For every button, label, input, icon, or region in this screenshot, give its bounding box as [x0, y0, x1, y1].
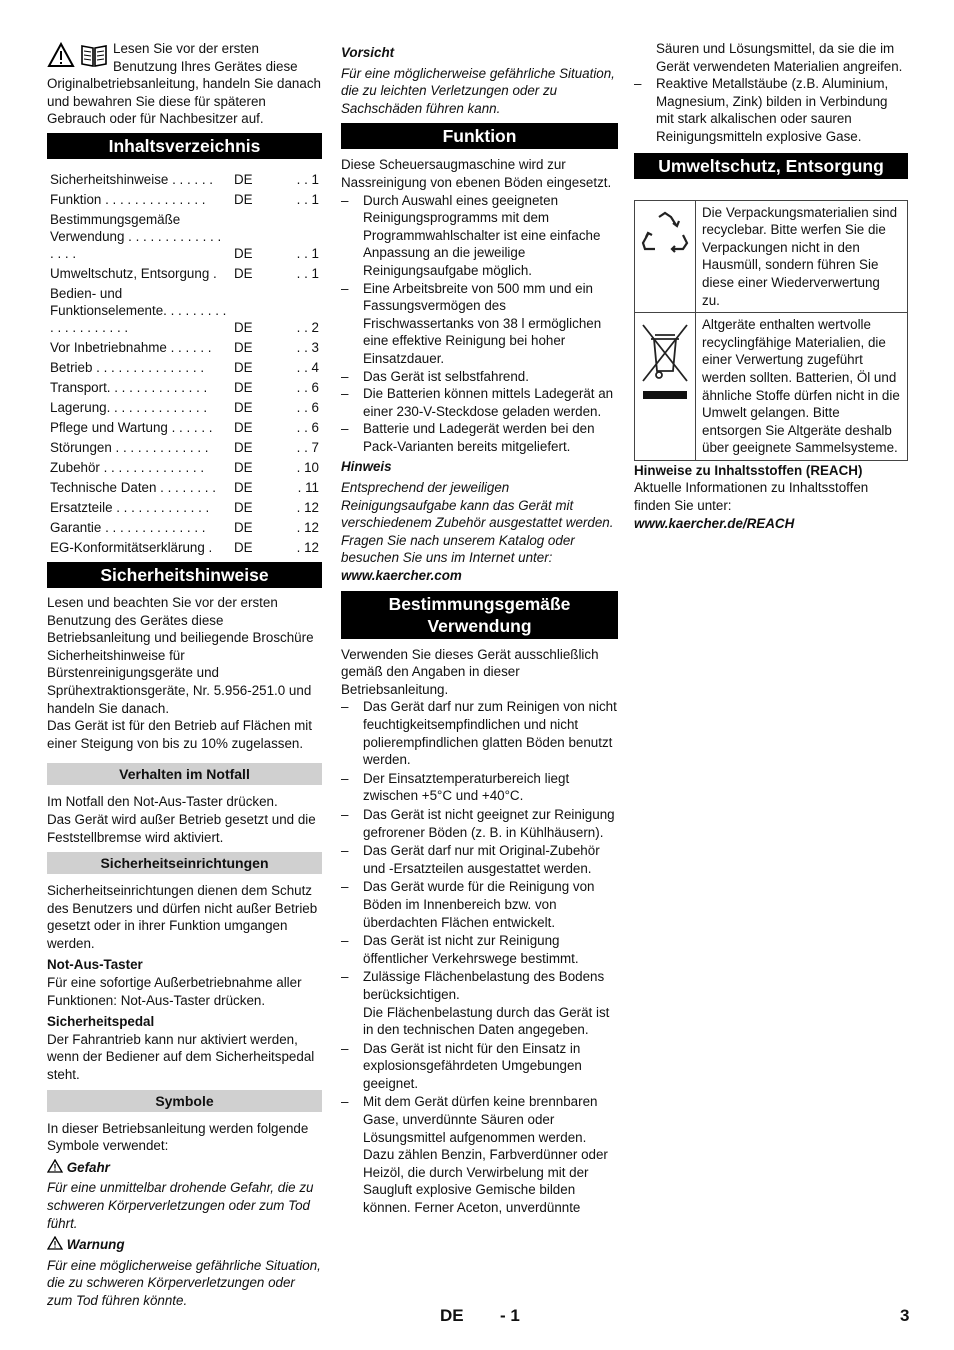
toc-label: Technische Daten . . . . . . . .	[50, 480, 216, 496]
toc-page: . . 6	[296, 400, 319, 416]
function-text: Diese Scheuersaugmaschine wird zur Nassreinigung von ebenen Böden eingesetzt.	[341, 157, 612, 190]
toc-table	[47, 170, 322, 558]
toc-row[interactable]	[47, 398, 322, 418]
toc-lang: DE	[234, 360, 253, 376]
pedal-heading: Sicherheitspedal	[47, 1014, 155, 1030]
symbols-heading: Symbole	[47, 1090, 322, 1112]
manual-book-icon	[79, 42, 109, 68]
function-list	[341, 192, 618, 456]
list-item-text: Das Gerät ist nicht für den Einsatz in explosionsgefährdeten Umgebungen geeignet.	[363, 1040, 582, 1091]
estop-text: Für eine sofortige Außerbetriebnahme aller Funktionen: Not-Aus-Taster drücken.	[47, 975, 302, 1008]
note-label: Hinweis	[341, 459, 392, 475]
toc-page: . . 4	[296, 360, 319, 376]
toc-lang: DE	[234, 480, 253, 496]
list-item-extra: Die Flächenbelastung durch das Gerät ist in den technischen Daten angegeben.	[363, 1004, 610, 1038]
toc-page: . . 2	[296, 320, 319, 336]
toc-lang: DE	[234, 500, 253, 516]
list-item-extra: Dazu zählen Benzin, Farbverdünner oder Heizöl, die durch Verwirbelung mit der Saugluft explosive Gemische bilden können. Ferner Aceton, unverdünnte	[363, 1147, 608, 1216]
caution-text: Für eine möglicherweise gefährliche Situation, die zu leichten Verletzungen oder zu Sachschäden führen kann.	[341, 65, 615, 116]
footer-lang: DE	[440, 1306, 464, 1325]
list-item	[341, 1093, 618, 1216]
toc-label: EG-Konformitätserklärung .	[50, 540, 213, 556]
toc-label: Transport. . . . . . . . . . . . . .	[50, 380, 208, 396]
safety-text-2: Das Gerät ist für den Betrieb auf Flächen mit einer Steigung von bis zu 10% zugelassen.	[47, 718, 312, 751]
intended-use-list	[341, 698, 618, 1216]
toc-lang: DE	[234, 340, 253, 356]
metal-dust-list	[634, 75, 908, 145]
list-item-text: Das Gerät darf nur zum Reinigen von nicht feuchtigkeitsempfindlichen und nicht polierempfindlichen glatten Böden benutzt werden.	[363, 699, 617, 768]
intro-block	[47, 40, 322, 128]
list-item: – Reaktive Metallstäube (z.B. Aluminium, Magnesium, Zink) bilden in Verbindung mit stark alkalischen oder sauren Reinigungsmitteln explosive Gase.	[634, 75, 908, 145]
toc-label: Funktion . . . . . . . . . . . . . .	[50, 192, 206, 208]
intended-use-text: Verwenden Sie dieses Gerät ausschließlich gemäß den Angaben in dieser Betriebsanleitung.	[341, 646, 599, 697]
pedal-text: Der Fahrantrieb kann nur aktiviert werden, wenn der Bediener auf dem Sicherheitspedal steht.	[47, 1031, 315, 1083]
list-item-text: Das Gerät darf nur mit Original-Zubehör und -Ersatzteilen ausgestattet werden.	[363, 843, 600, 876]
list-item-text: Das Gerät ist nicht zur Reinigung öffentlicher Verkehrswege bestimmt.	[363, 933, 579, 966]
footer-page-sub: - 1	[500, 1306, 520, 1325]
note-text-2: Fragen Sie nach unserem Katalog oder besuchen Sie uns im Internet unter:	[341, 532, 575, 566]
emergency-heading: Verhalten im Notfall	[47, 763, 322, 785]
toc-label: Sicherheitshinweise . . . . . .	[50, 172, 213, 188]
table-row	[635, 313, 908, 461]
toc-lang: DE	[234, 420, 253, 436]
toc-row[interactable]	[47, 518, 322, 538]
toc-lang: DE	[234, 400, 253, 416]
recycle-icon-cell	[635, 200, 696, 313]
danger-label: Gefahr	[66, 1159, 110, 1175]
toc-row[interactable]	[47, 498, 322, 518]
toc-label: Ersatzteile . . . . . . . . . . . . .	[50, 500, 210, 516]
toc-row[interactable]	[47, 418, 322, 438]
reach-heading: Hinweise zu Inhaltsstoffen (REACH)	[634, 462, 863, 478]
toc-label: Lagerung. . . . . . . . . . . . . .	[50, 400, 208, 416]
column-left	[47, 40, 322, 1310]
intended-use-heading: Bestimmungsgemäße Verwendung	[341, 591, 618, 639]
danger-text: Für eine unmittelbar drohende Gefahr, die zu schweren Körperverletzungen oder zum Tod führt.	[47, 1180, 314, 1231]
toc-label: Vor Inbetriebnahme . . . . . .	[50, 340, 212, 356]
safety-text-1: Lesen und beachten Sie vor der ersten Benutzung des Gerätes diese Betriebsanleitung und beiliegende Broschüre Sicherheitshinweise für Bürstenreinigungsgeräte und Sprühextraktionsgeräte, Nr. 5.956-251.0 und handeln Sie danach.	[47, 594, 314, 716]
continued-text: Säuren und Lösungsmittel, da sie die im Gerät verwendeten Materialien angreifen.	[656, 41, 903, 74]
toc-page: . . 1	[296, 192, 319, 208]
function-heading: Funktion	[341, 123, 618, 149]
caution-label: Vorsicht	[341, 45, 395, 60]
symbols-text: In dieser Betriebsanleitung werden folgende Symbole verwendet:	[47, 1120, 309, 1154]
footer-page-number: 3	[900, 1306, 910, 1325]
warning-label-row	[47, 1236, 322, 1254]
toc-page: . . 6	[296, 420, 319, 436]
warning-label: Warnung	[66, 1237, 125, 1253]
toc-row[interactable]	[47, 338, 322, 358]
emergency-text-1: Im Notfall den Not-Aus-Taster drücken.	[47, 794, 278, 810]
toc-lang: DE	[234, 520, 253, 536]
toc-page: . 12	[296, 500, 319, 516]
toc-label: Bedien- und Funktionselemente. . . . . . . . . . . . . . . . . . . .	[50, 286, 227, 336]
list-item	[341, 932, 618, 967]
note-url[interactable]: www.kaercher.com	[341, 568, 462, 584]
toc-row[interactable]	[47, 284, 322, 338]
environment-table	[634, 200, 908, 461]
list-item	[341, 878, 618, 931]
list-item: – Das Gerät ist selbstfahrend.	[341, 368, 618, 386]
intro-icons	[47, 42, 109, 72]
list-item	[341, 842, 618, 877]
toc-page: . 10	[296, 460, 319, 476]
toc-row[interactable]	[47, 358, 322, 378]
list-item-text: Zulässige Flächenbelastung des Bodens berücksichtigen.	[363, 969, 605, 1002]
toc-lang: DE	[234, 320, 253, 336]
toc-label: Garantie . . . . . . . . . . . . . .	[50, 520, 206, 536]
list-item	[341, 770, 618, 805]
list-item	[341, 1040, 618, 1093]
toc-page: . . 6	[296, 380, 319, 396]
toc-page: . . 1	[296, 246, 319, 262]
toc-label: Betrieb . . . . . . . . . . . . . . .	[50, 360, 205, 376]
toc-lang: DE	[234, 540, 253, 556]
danger-label-row	[47, 1159, 322, 1177]
toc-row[interactable]	[47, 538, 322, 558]
toc-row[interactable]	[47, 264, 322, 284]
toc-row[interactable]	[47, 190, 322, 210]
toc-heading: Inhaltsverzeichnis	[47, 133, 322, 159]
toc-row[interactable]	[47, 170, 322, 190]
list-item: – Batterie und Ladegerät werden bei den Pack-Varianten bereits mitgeliefert.	[341, 420, 618, 455]
list-item	[341, 806, 618, 841]
toc-row[interactable]	[47, 210, 322, 264]
toc-page: . 12	[296, 520, 319, 536]
list-item-text: Der Einsatztemperaturbereich liegt zwischen +5°C und +40°C.	[363, 770, 570, 804]
toc-lang: DE	[234, 380, 253, 396]
toc-label: Zubehör . . . . . . . . . . . . . .	[50, 460, 205, 476]
toc-page: . 11	[297, 480, 319, 496]
reach-text: Aktuelle Informationen zu Inhaltsstoffen finden Sie unter:	[634, 480, 869, 514]
warning-triangle-icon	[47, 1236, 63, 1250]
toc-page: . 12	[296, 540, 319, 556]
list-item-text: Mit dem Gerät dürfen keine brennbaren Gase, unverdünnte Säuren oder Lösungsmittel aufgenommen werden.	[363, 1094, 598, 1145]
toc-row[interactable]	[47, 438, 322, 458]
toc-row[interactable]	[47, 478, 322, 498]
toc-page: . . 7	[296, 440, 319, 456]
safety-devices-heading: Sicherheitseinrichtungen	[47, 852, 322, 874]
toc-lang: DE	[234, 266, 253, 282]
recycle-text: Die Verpackungsmaterialien sind recyclebar. Bitte werfen Sie die Verpackungen nicht in den Hausmüll, sondern führen Sie diese einer Wiederverwertung zu.	[696, 200, 908, 313]
list-item-text: Das Gerät ist nicht geeignet zur Reinigung gefrorener Böden (z. B. in Kühlhäusern).	[363, 806, 615, 840]
toc-label: Bestimmungsgemäße Verwendung . . . . . . . . . . . . . . . . .	[50, 212, 222, 262]
safety-heading: Sicherheitshinweise	[47, 562, 322, 588]
toc-page: . . 3	[296, 340, 319, 356]
crossed-bin-icon-cell	[635, 313, 696, 461]
toc-label: Pflege und Wartung . . . . . .	[50, 420, 213, 436]
warning-triangle-icon	[47, 1159, 63, 1173]
warning-text: Für eine möglicherweise gefährliche Situation, die zu schweren Körperverletzungen oder zum Tod führen könnte.	[47, 1257, 321, 1308]
list-item: – Durch Auswahl eines geeigneten Reinigungsprogramms mit dem Programmwahlschalter ist eine einfache Anpassung an die jeweilige Reinigungsaufgabe möglich.	[341, 192, 618, 280]
list-item	[341, 968, 618, 1038]
toc-lang: DE	[234, 192, 253, 208]
toc-lang: DE	[234, 440, 253, 456]
emergency-text-2: Das Gerät wird außer Betrieb gesetzt und die Feststellbremse wird aktiviert.	[47, 811, 316, 845]
toc-page: . . 1	[296, 266, 319, 282]
crossed-bin-icon	[639, 321, 691, 401]
intro-text: Lesen Sie vor der ersten Benutzung Ihres Gerätes diese Originalbetriebsanleitung, handeln Sie danach und bewahren Sie diese für späteren Gebrauch oder für Nachbesitzer auf.	[47, 41, 321, 127]
list-item: – Eine Arbeitsbreite von 500 mm und ein Fassungsvermögen des Frischwassertanks von 38 l ermöglichen eine effektive Reinigung bei hoher Einsatzdauer.	[341, 280, 618, 368]
toc-page: . . 1	[296, 172, 319, 188]
reach-url[interactable]: www.kaercher.de/REACH	[634, 515, 795, 531]
list-item: – Die Batterien können mittels Ladegerät an einer 230-V-Steckdose geladen werden.	[341, 385, 618, 420]
toc-label: Umweltschutz, Entsorgung .	[50, 266, 217, 282]
toc-row[interactable]	[47, 458, 322, 478]
column-middle	[341, 44, 618, 1217]
list-item-text: Das Gerät wurde für die Reinigung von Böden im Innenbereich bzw. von überdachten Flächen entwickelt.	[363, 879, 595, 930]
toc-lang: DE	[234, 460, 253, 476]
disposal-text: Altgeräte enthalten wertvolle recyclingfähige Materialien, die einer Verwertung zugeführt werden sollten. Batterien, Öl und ähnliche Stoffe dürfen nicht in die Umwelt gelangen. Bitte entsorgen Sie Altgeräte deshalb über geeignete Sammelsysteme.	[696, 313, 908, 461]
environment-heading: Umweltschutz, Entsorgung	[634, 153, 908, 179]
warning-triangle-icon	[47, 42, 75, 68]
toc-lang: DE	[234, 246, 253, 262]
toc-label: Störungen . . . . . . . . . . . . .	[50, 440, 209, 456]
safety-devices-text: Sicherheitseinrichtungen dienen dem Schutz des Benutzers und dürfen nicht außer Betrieb gesetzt oder in ihrer Funktion umgangen werden.	[47, 883, 318, 951]
estop-heading: Not-Aus-Taster	[47, 957, 143, 973]
recycle-icon	[639, 209, 691, 259]
toc-row[interactable]	[47, 378, 322, 398]
table-row	[635, 200, 908, 313]
list-item	[341, 698, 618, 768]
toc-lang: DE	[234, 172, 253, 188]
note-text-1: Entsprechend der jeweiligen Reinigungsaufgabe kann das Gerät mit verschiedenem Zubehör ausgestattet werden.	[341, 480, 614, 531]
column-right	[634, 40, 908, 532]
